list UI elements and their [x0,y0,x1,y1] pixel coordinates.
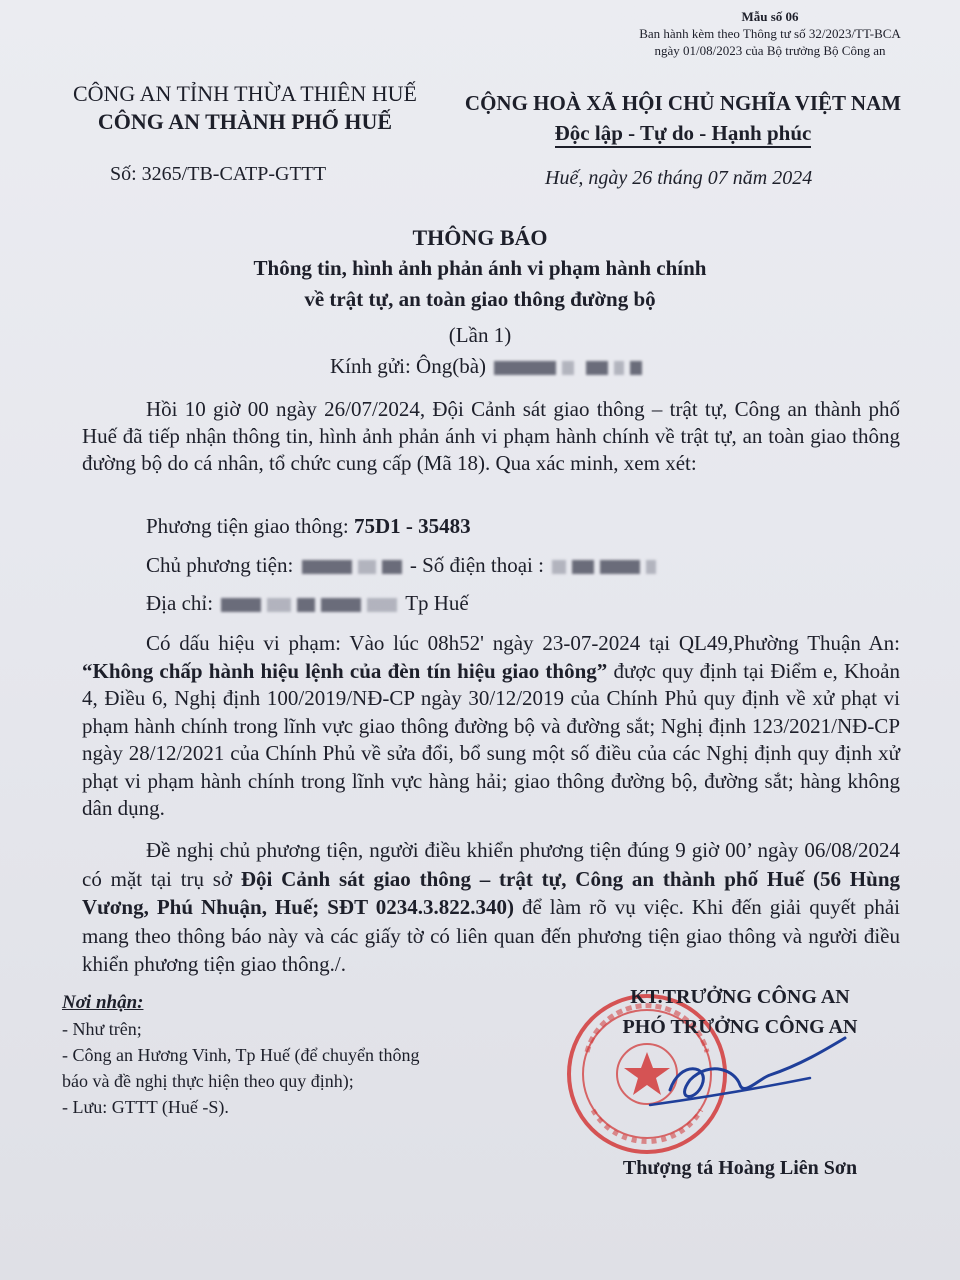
owner-label: Chủ phương tiện: [146,553,294,577]
paragraph-received: Hồi 10 giờ 00 ngày 26/07/2024, Đội Cảnh sát giao thông – trật tự, Công an thành phố Huế đã tiếp nhận thông tin, hình ảnh phản ánh vi phạm hành chính về trật tự, an toàn giao thông đường bộ do cá nhân, tổ chức cung cấp (Mã 18). Qua xác minh, xem xét: [82,397,900,475]
recipient-item: - Lưu: GTTT (Huế -S). [62,1097,229,1117]
redacted-phone [572,560,594,574]
redaction-mark [600,560,640,574]
redaction-mark [321,598,361,612]
redacted-address [221,598,261,612]
handwritten-signature [640,1030,850,1115]
document-subtitle-2: về trật tự, an toàn giao thông đường bộ [304,287,656,311]
phone-label: - Số điện thoại : [409,553,544,577]
nation-motto: Độc lập - Tự do - Hạnh phúc [555,120,812,148]
redaction-mark [614,361,624,375]
redaction-mark [586,361,608,375]
request-place: Đội Cảnh sát giao thông – trật tự, Công an thành phố Huế (56 Hùng Vương, Phú Nhuận, Huế; SĐT 0234.3.822.340) [82,866,900,919]
agency-parent: CÔNG AN TỈNH THỪA THIÊN HUẾ [72,81,417,106]
address-line [146,591,469,616]
redacted-owner [302,560,352,574]
addressee-label: Kính gửi: Ông(bà) [330,354,487,378]
request-text: Đề nghị chủ phương tiện, người điều khiển phương tiện đúng 9 giờ 00’ ngày 06/08/2024 có mặt tại trụ sở [82,838,900,891]
agency-name: CÔNG AN THÀNH PHỐ HUẾ [97,109,393,134]
paragraph-violation [82,630,900,823]
vehicle-line [146,514,471,539]
notice-round: (Lần 1) [448,323,512,347]
agency-header [30,80,460,136]
national-header [448,88,918,148]
signer-name: Thượng tá Hoàng Liên Sơn [622,1157,858,1179]
violation-act: “Không chấp hành hiệu lệnh của đèn tín hiệu giao thông” [82,658,608,683]
owner-line [146,553,659,578]
redacted-name [494,361,556,375]
recipients-block [62,990,419,1120]
redaction-mark [552,560,566,574]
document-subtitle-1: Thông tin, hình ảnh phản ánh vi phạm hành chính [253,256,707,280]
addressee-line [330,354,645,379]
violation-intro: Có dấu hiệu vi phạm: Vào lúc 08h52' ngày 23-07-2024 tại QL49,Phường Thuận An: [146,631,900,655]
signature-title-1: KT.TRƯỞNG CÔNG AN [630,986,850,1008]
form-issued-line1: Ban hành kèm theo Thông tư số 32/2023/TT-BCA [639,26,901,41]
vehicle-label: Phương tiện giao thông: [146,514,354,538]
document-number: Số: 3265/TB-CATP-GTTT [110,163,327,185]
request-text-2: để làm rõ vụ việc. Khi đến giải quyết phải mang theo thông báo này và các giấy tờ có liên quan đến phương tiện giao thông và người điều khiển phương tiện giao thông./. [82,895,900,976]
address-city: Tp Huế [405,591,469,615]
redaction-mark [646,560,656,574]
redaction-mark [630,361,642,375]
form-code: Mẫu số 06 [741,9,799,24]
nation-name: CỘNG HOÀ XÃ HỘI CHỦ NGHĨA VIỆT NAM [464,91,902,115]
document-title: THÔNG BÁO [412,225,548,250]
redaction-mark [382,560,402,574]
redaction-mark [358,560,376,574]
recipient-item: - Như trên; [62,1019,142,1039]
address-label: Địa chỉ: [146,591,214,615]
form-code-block [560,8,960,59]
redaction-mark [267,598,291,612]
redaction-mark [367,598,397,612]
recipient-item: - Công an Hương Vinh, Tp Huế (để chuyển thông [62,1045,420,1065]
redaction-mark [297,598,315,612]
recipient-item: báo và đề nghị thực hiện theo quy định); [62,1071,354,1091]
recipients-heading: Nơi nhận: [62,992,144,1013]
form-issued-line2: ngày 01/08/2023 của Bộ trưởng Bộ Công an [654,43,886,58]
paragraph-request [82,836,900,979]
document-date: Huế, ngày 26 tháng 07 năm 2024 [545,167,813,189]
violation-legal-basis: được quy định tại Điểm e, Khoản 4, Điều 6, Nghị định 100/2019/NĐ-CP ngày 30/12/2019 của Chính Phủ quy định về xử phạt vi phạm hành chính trong lĩnh vực giao thông đường bộ và đường sắt; Nghị định 123/2021/NĐ-CP ngày 28/12/2021 của Chính Phủ về sửa đổi, bổ sung một số điều của các Nghị định quy định xử phạt vi phạm hành chính trong lĩnh vực hàng hải; giao thông đường bộ, đường sắt; hàng không dân dụng. [82,658,900,820]
vehicle-plate: 75D1 - 35483 [353,514,471,538]
redaction-mark [562,361,574,375]
signature-title-2: PHÓ TRƯỞNG CÔNG AN [622,1016,858,1038]
